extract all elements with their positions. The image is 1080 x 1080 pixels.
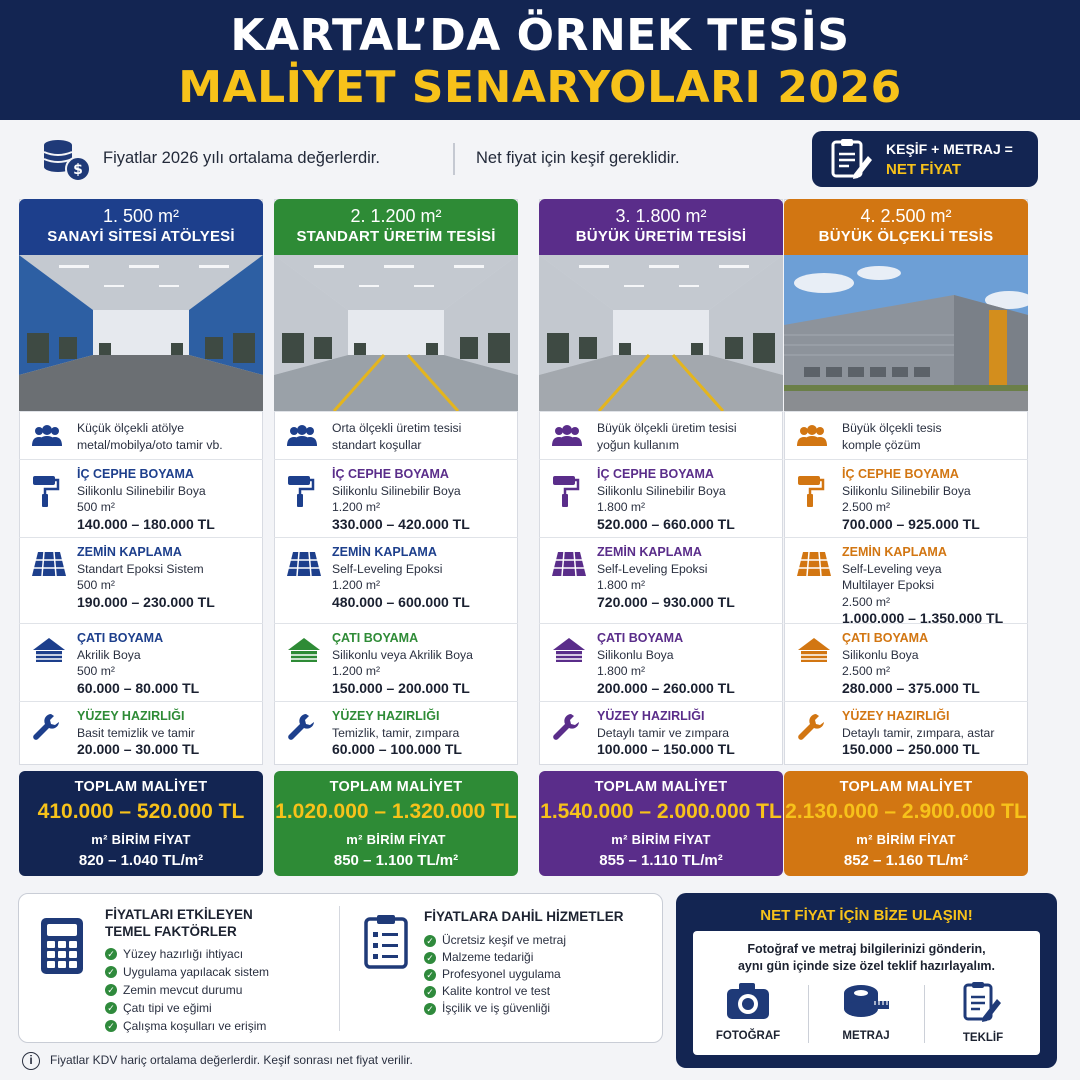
check-icon: ✓ [424, 935, 436, 947]
check-icon: ✓ [105, 1002, 117, 1014]
header-banner [0, 0, 1080, 120]
description-line1: Orta ölçekli üretim tesisi [332, 421, 462, 435]
check-icon: ✓ [105, 1020, 117, 1032]
description-line1: Büyük ölçekli üretim tesisi [597, 421, 737, 435]
paint-price: 520.000 – 660.000 TL [597, 515, 735, 532]
list-item: ✓ Uygulama yapılacak sistem [105, 963, 269, 981]
preparation-section [274, 701, 518, 765]
floor-title: ZEMİN KAPLAMA [77, 545, 182, 559]
roof-type: Akrilik Boya [77, 647, 141, 662]
paint-area: 1.200 m² [332, 500, 381, 514]
roof-price: 200.000 – 260.000 TL [597, 679, 735, 696]
contact-description-line1: Fotoğraf ve metraj bilgilerinizi gönderin, [747, 942, 986, 956]
floor-tiles-icon [551, 550, 587, 583]
unit-price: 855 – 1.110 TL/m² [599, 852, 723, 869]
check-icon: ✓ [424, 969, 436, 981]
info-note-survey: Net fiyat için keşif gereklidir. [476, 149, 680, 167]
floor-type: Self-Leveling veya [842, 561, 942, 576]
paint-area: 1.800 m² [597, 500, 646, 514]
wrench-icon [31, 712, 61, 747]
scenario-description [19, 411, 263, 459]
scenario-header [19, 199, 263, 255]
unit-price-label: m² BİRİM FİYAT [346, 832, 446, 847]
floor-section [19, 537, 263, 623]
floor-type: Standart Epoksi Sistem [77, 561, 204, 576]
scenario-photo [274, 255, 518, 411]
factors-title-line2: TEMEL FAKTÖRLER [105, 924, 237, 939]
roof-icon [551, 636, 587, 669]
preparation-price: 60.000 – 100.000 TL [332, 741, 462, 757]
roof-area: 500 m² [77, 664, 115, 678]
total-cost: 2.130.000 – 2.900.000 TL [785, 800, 1027, 823]
people-icon [286, 424, 318, 453]
unit-price-label: m² BİRİM FİYAT [91, 832, 191, 847]
floor-title: ZEMİN KAPLAMA [332, 545, 437, 559]
tape-measure-icon [816, 981, 916, 1026]
unit-price: 850 – 1.100 TL/m² [333, 852, 459, 869]
description-line2: standart koşullar [332, 437, 422, 452]
unit-price: 820 – 1.040 TL/m² [78, 852, 204, 869]
info-panel [18, 893, 663, 1043]
scenario-header [274, 199, 518, 255]
scenario-area: 1. 500 m² [102, 206, 180, 226]
measure-label: METRAJ [842, 1030, 890, 1042]
contact-inner [693, 931, 1040, 1055]
check-icon: ✓ [105, 984, 117, 996]
coins-icon [40, 137, 92, 188]
scenario-description [274, 411, 518, 459]
factors-title [105, 906, 253, 940]
floor-type-line2: Multilayer Epoksi [842, 578, 935, 592]
paint-title: İÇ CEPHE BOYAMA [597, 467, 714, 481]
paint-area: 2.500 m² [842, 500, 891, 514]
paint-roller-icon [796, 474, 826, 513]
roof-area: 1.200 m² [332, 664, 381, 678]
roof-section [784, 623, 1028, 701]
floor-price: 480.000 – 600.000 TL [332, 593, 470, 610]
preparation-type: Detaylı tamir ve zımpara [597, 725, 730, 740]
preparation-section [784, 701, 1028, 765]
preparation-type: Temizlik, tamir, zımpara [332, 725, 460, 740]
contact-description [693, 941, 1040, 975]
total-cost: 1.020.000 – 1.320.000 TL [275, 800, 517, 823]
unit-price-label: m² BİRİM FİYAT [611, 832, 711, 847]
list-item: ✓ Ücretsiz keşif ve metraj [424, 932, 566, 949]
document-pen-icon [933, 981, 1033, 1028]
roof-price: 280.000 – 375.000 TL [842, 679, 980, 696]
total-cost: 1.540.000 – 2.000.000 TL [540, 800, 782, 823]
paint-section [19, 459, 263, 537]
scenario-name: BÜYÜK ÜRETİM TESİSİ [575, 228, 747, 245]
scenario-name: SANAYİ SİTESİ ATÖLYESİ [47, 228, 235, 245]
scenario-name: BÜYÜK ÖLÇEKLİ TESİS [818, 228, 994, 245]
total-label: TOPLAM MALİYET [594, 779, 728, 795]
total-cost-box [539, 771, 783, 876]
total-cost: 410.000 – 520.000 TL [37, 800, 245, 823]
roof-section [539, 623, 783, 701]
paint-section [539, 459, 783, 537]
paint-title: İÇ CEPHE BOYAMA [77, 467, 194, 481]
floor-tiles-icon [286, 550, 322, 583]
paint-type: Silikonlu Silinebilir Boya [842, 483, 971, 498]
factory-interior-photo [539, 255, 783, 411]
floor-type: Self-Leveling Epoksi [332, 561, 443, 576]
camera-icon [698, 981, 798, 1026]
list-item: ✓ Profesyonel uygulama [424, 966, 566, 983]
checklist-icon [363, 914, 409, 975]
roof-price: 60.000 – 80.000 TL [77, 679, 200, 696]
roof-area: 2.500 m² [842, 664, 891, 678]
roof-type: Silikonlu veya Akrilik Boya [332, 647, 473, 662]
paint-type: Silikonlu Silinebilir Boya [597, 483, 726, 498]
paint-price: 140.000 – 180.000 TL [77, 515, 215, 532]
info-divider [453, 143, 455, 175]
check-icon: ✓ [105, 966, 117, 978]
preparation-price: 150.000 – 250.000 TL [842, 741, 980, 757]
floor-price: 190.000 – 230.000 TL [77, 593, 215, 610]
paint-type: Silikonlu Silinebilir Boya [77, 483, 206, 498]
paint-type: Silikonlu Silinebilir Boya [332, 483, 461, 498]
check-icon: ✓ [424, 1003, 436, 1015]
clipboard-pen-icon [830, 138, 874, 185]
preparation-type: Detaylı tamir, zımpara, astar [842, 725, 995, 740]
scenario-area: 4. 2.500 m² [860, 206, 952, 226]
paint-title: İÇ CEPHE BOYAMA [332, 467, 449, 481]
total-label: TOPLAM MALİYET [329, 779, 463, 795]
floor-area: 1.200 m² [332, 578, 381, 592]
floor-price: 1.000.000 – 1.350.000 TL [842, 610, 1004, 626]
preparation-section [19, 701, 263, 765]
paint-price: 700.000 – 925.000 TL [842, 515, 980, 532]
roof-icon [796, 636, 832, 669]
roof-title: ÇATI BOYAMA [77, 631, 164, 645]
description-line2: metal/mobilya/oto tamir vb. [77, 437, 223, 452]
people-icon [551, 424, 583, 453]
roof-type: Silikonlu Boya [597, 647, 674, 662]
measure-item[interactable] [816, 981, 916, 1042]
scenario-area: 2. 1.200 m² [350, 206, 442, 226]
total-cost-box [274, 771, 518, 876]
preparation-type: Basit temizlik ve tamir [77, 725, 195, 740]
offer-label: TEKLİF [962, 1032, 1004, 1044]
floor-tiles-icon [796, 550, 832, 583]
list-item: ✓ Çalışma koşulları ve erişim [105, 1017, 269, 1035]
contact-divider [808, 985, 809, 1043]
page-subtitle: MALİYET SENARYOLARI 2026 [178, 62, 902, 113]
offer-item[interactable] [933, 981, 1033, 1044]
description-line2: yoğun kullanım [597, 437, 679, 452]
floor-title: ZEMİN KAPLAMA [842, 545, 947, 559]
info-note-2026: Fiyatlar 2026 yılı ortalama değerlerdir. [103, 149, 380, 167]
survey-badge [812, 131, 1038, 187]
paint-price: 330.000 – 420.000 TL [332, 515, 470, 532]
list-item: ✓ Zemin mevcut durumu [105, 981, 269, 999]
floor-section [784, 537, 1028, 626]
factors-title-line1: FİYATLARI ETKİLEYEN [105, 907, 253, 922]
floor-type: Self-Leveling Epoksi [597, 561, 708, 576]
wrench-icon [796, 712, 826, 747]
scenario-column [539, 199, 783, 876]
panel-divider [339, 906, 340, 1031]
paint-roller-icon [551, 474, 581, 513]
scenario-header [784, 199, 1028, 255]
factors-list [105, 945, 269, 1035]
wrench-icon [551, 712, 581, 747]
info-icon: i [22, 1052, 40, 1070]
contact-divider [924, 985, 925, 1043]
contact-title: NET FİYAT İÇİN BİZE ULAŞIN! [760, 907, 973, 924]
preparation-title: YÜZEY HAZIRLIĞI [842, 709, 950, 723]
paint-title: İÇ CEPHE BOYAMA [842, 467, 959, 481]
photo-label: FOTOĞRAF [715, 1030, 781, 1042]
roof-section [274, 623, 518, 701]
page-title: KARTAL’DA ÖRNEK TESİS [230, 10, 850, 61]
contact-description-line2: aynı gün içinde size özel teklif hazırlayalım. [737, 959, 996, 973]
footnote-text: Fiyatlar KDV hariç ortalama değerlerdir. Keşif sonrası net fiyat verilir. [50, 1053, 413, 1068]
roof-title: ÇATI BOYAMA [332, 631, 419, 645]
floor-section [539, 537, 783, 623]
floor-title: ZEMİN KAPLAMA [597, 545, 702, 559]
scenario-description [539, 411, 783, 459]
svg-text:$: $ [73, 162, 83, 178]
factory-interior-photo [274, 255, 518, 411]
description-line1: Büyük ölçekli tesis [842, 421, 942, 435]
scenario-column [784, 199, 1028, 876]
included-title: FİYATLARA DAHİL HİZMETLER [424, 909, 624, 924]
scenario-column [274, 199, 518, 876]
total-label: TOPLAM MALİYET [74, 779, 208, 795]
roof-title: ÇATI BOYAMA [597, 631, 684, 645]
scenario-photo [539, 255, 783, 411]
description-line2: komple çözüm [842, 437, 921, 452]
people-icon [31, 424, 63, 453]
roof-icon [286, 636, 322, 669]
roof-title: ÇATI BOYAMA [842, 631, 929, 645]
check-icon: ✓ [105, 948, 117, 960]
preparation-price: 100.000 – 150.000 TL [597, 741, 735, 757]
total-cost-box [19, 771, 263, 876]
contact-panel[interactable] [676, 893, 1057, 1068]
unit-price-label: m² BİRİM FİYAT [856, 832, 956, 847]
preparation-section [539, 701, 783, 765]
scenario-header [539, 199, 783, 255]
preparation-title: YÜZEY HAZIRLIĞI [332, 709, 440, 723]
roof-area: 1.800 m² [597, 664, 646, 678]
floor-tiles-icon [31, 550, 67, 583]
roof-icon [31, 636, 67, 669]
roof-section [19, 623, 263, 701]
survey-badge-line1: KEŞİF + METRAJ = [886, 141, 1013, 157]
list-item: ✓ Çatı tipi ve eğimi [105, 999, 269, 1017]
scenario-photo [784, 255, 1028, 411]
total-label: TOPLAM MALİYET [839, 779, 973, 795]
preparation-price: 20.000 – 30.000 TL [77, 741, 200, 757]
people-icon [796, 424, 828, 453]
paint-section [784, 459, 1028, 537]
calculator-icon [39, 916, 85, 981]
description-line1: Küçük ölçekli atölye [77, 421, 185, 435]
floor-area: 1.800 m² [597, 578, 646, 592]
paint-roller-icon [31, 474, 61, 513]
check-icon: ✓ [424, 952, 436, 964]
floor-section [274, 537, 518, 623]
scenario-name: STANDART ÜRETİM TESİSİ [296, 228, 496, 245]
total-cost-box [784, 771, 1028, 876]
check-icon: ✓ [424, 986, 436, 998]
factory-interior-photo [19, 255, 263, 411]
building-photo [784, 255, 1028, 411]
preparation-title: YÜZEY HAZIRLIĞI [77, 709, 185, 723]
paint-area: 500 m² [77, 500, 115, 514]
paint-section [274, 459, 518, 537]
wrench-icon [286, 712, 316, 747]
floor-area: 500 m² [77, 578, 115, 592]
included-list [424, 932, 566, 1017]
scenario-column [19, 199, 263, 876]
scenario-photo [19, 255, 263, 411]
list-item: ✓ Malzeme tedariği [424, 949, 566, 966]
preparation-title: YÜZEY HAZIRLIĞI [597, 709, 705, 723]
list-item: ✓ Yüzey hazırlığı ihtiyacı [105, 945, 269, 963]
scenario-description [784, 411, 1028, 459]
floor-price: 720.000 – 930.000 TL [597, 593, 735, 610]
list-item: ✓ İşçilik ve iş güvenliği [424, 1000, 566, 1017]
roof-price: 150.000 – 200.000 TL [332, 679, 470, 696]
floor-area: 2.500 m² [842, 594, 891, 609]
list-item: ✓ Kalite kontrol ve test [424, 983, 566, 1000]
footnote [22, 1052, 413, 1070]
scenario-area: 3. 1.800 m² [615, 206, 707, 226]
roof-type: Silikonlu Boya [842, 647, 919, 662]
photo-item[interactable] [698, 981, 798, 1042]
survey-badge-line2: NET FİYAT [886, 161, 962, 178]
unit-price: 852 – 1.160 TL/m² [843, 852, 969, 869]
paint-roller-icon [286, 474, 316, 513]
